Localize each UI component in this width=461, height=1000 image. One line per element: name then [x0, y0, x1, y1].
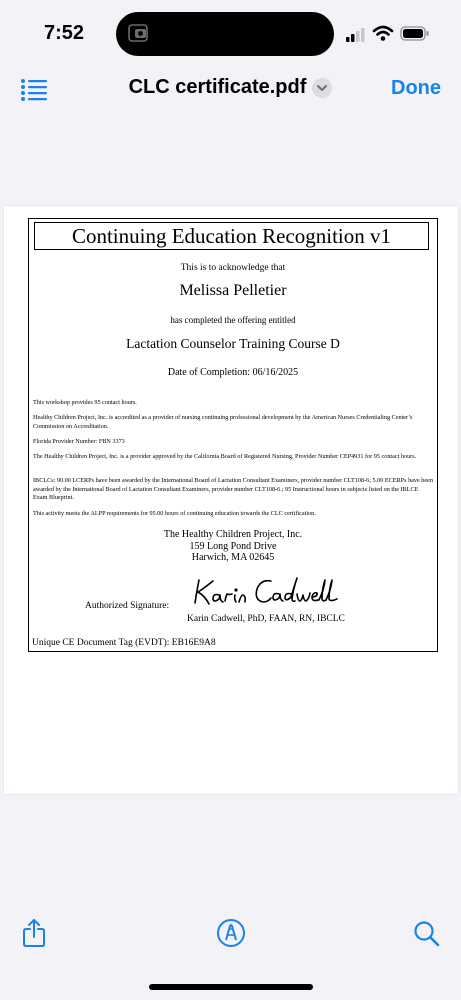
certificate-title: Continuing Education Recognition v1: [71, 224, 392, 248]
dynamic-island: [116, 12, 334, 56]
paragraph-california-provider: The Healthy Children Project, Inc. is a provider approved by the California Board of Registered Nursing, Provider Number CEP4931 for 95 contact hours.: [33, 453, 417, 460]
markup-button[interactable]: [216, 918, 246, 953]
title-menu-button[interactable]: [312, 78, 332, 98]
certificate-border: [28, 218, 438, 652]
completion-date: Date of Completion: 06/16/2025: [167, 367, 299, 378]
status-bar: [0, 0, 461, 62]
home-indicator[interactable]: [149, 984, 313, 990]
paragraph-contact-hours: This workshop provides 95 contact hours.: [33, 399, 137, 406]
done-button[interactable]: Done: [391, 77, 441, 99]
handwritten-signature: [191, 575, 341, 609]
battery-icon: [400, 26, 430, 47]
pdf-page: [4, 206, 458, 794]
cellular-signal-icon: [346, 28, 366, 47]
screen-recording-icon: [128, 24, 148, 47]
paragraph-accreditation: Healthy Children Project, Inc. is accredited as a provider of nursing continuing professional development by the American Nurses Credentialing Center’s Commission on Accreditation.: [33, 414, 413, 430]
nav-bar: [0, 62, 461, 118]
search-button[interactable]: [413, 920, 441, 953]
paragraph-alpp: This activity meets the ALPP requirements for 95.00 hours of continuing education towards the CLC certification.: [33, 510, 316, 517]
signer-name: Karin Cadwell, PhD, FAAN, RN, IBCLC: [187, 614, 345, 624]
paragraph-florida-provider: Florida Provider Number: FBN 3373: [33, 438, 125, 445]
completed-text: has completed the offering entitled: [170, 315, 296, 325]
search-icon: [413, 920, 441, 948]
certificate-title-box: [34, 222, 429, 250]
wifi-icon: [372, 24, 394, 47]
organization-street: 159 Long Pond Drive: [189, 540, 277, 552]
acknowledge-text: This is to acknowledge that: [180, 263, 286, 273]
organization-name: The Healthy Children Project, Inc.: [163, 529, 303, 540]
signature-label: Authorized Signature:: [85, 601, 170, 611]
document-title[interactable]: CLC certificate.pdf: [128, 76, 307, 98]
status-time: 7:52: [44, 22, 85, 44]
share-button[interactable]: [22, 918, 46, 953]
markup-pen-icon: [216, 918, 246, 948]
document-tag: Unique CE Document Tag (EVDT): EB16E9A8: [32, 638, 216, 648]
organization-address: [29, 529, 437, 564]
share-icon: [22, 918, 46, 948]
course-name: Lactation Counselor Training Course D: [126, 336, 340, 351]
organization-city: Harwich, MA 02645: [191, 552, 275, 563]
chevron-down-icon: [316, 83, 328, 93]
recipient-name: Melissa Pelletier: [179, 282, 287, 299]
paragraph-ibclc: IBCLCs: 90.00 LCERPs have been awarded by the International Board of Lactation Consultant Examiners, provider number CLT108-6; 5.00 ECERPs have been awarded by the International Board of Lactation Consultant Examiners, provider number CLT108-6.; 95 Instructional hours in subjects listed on the IBLCE Exam Blueprint.: [33, 477, 433, 502]
